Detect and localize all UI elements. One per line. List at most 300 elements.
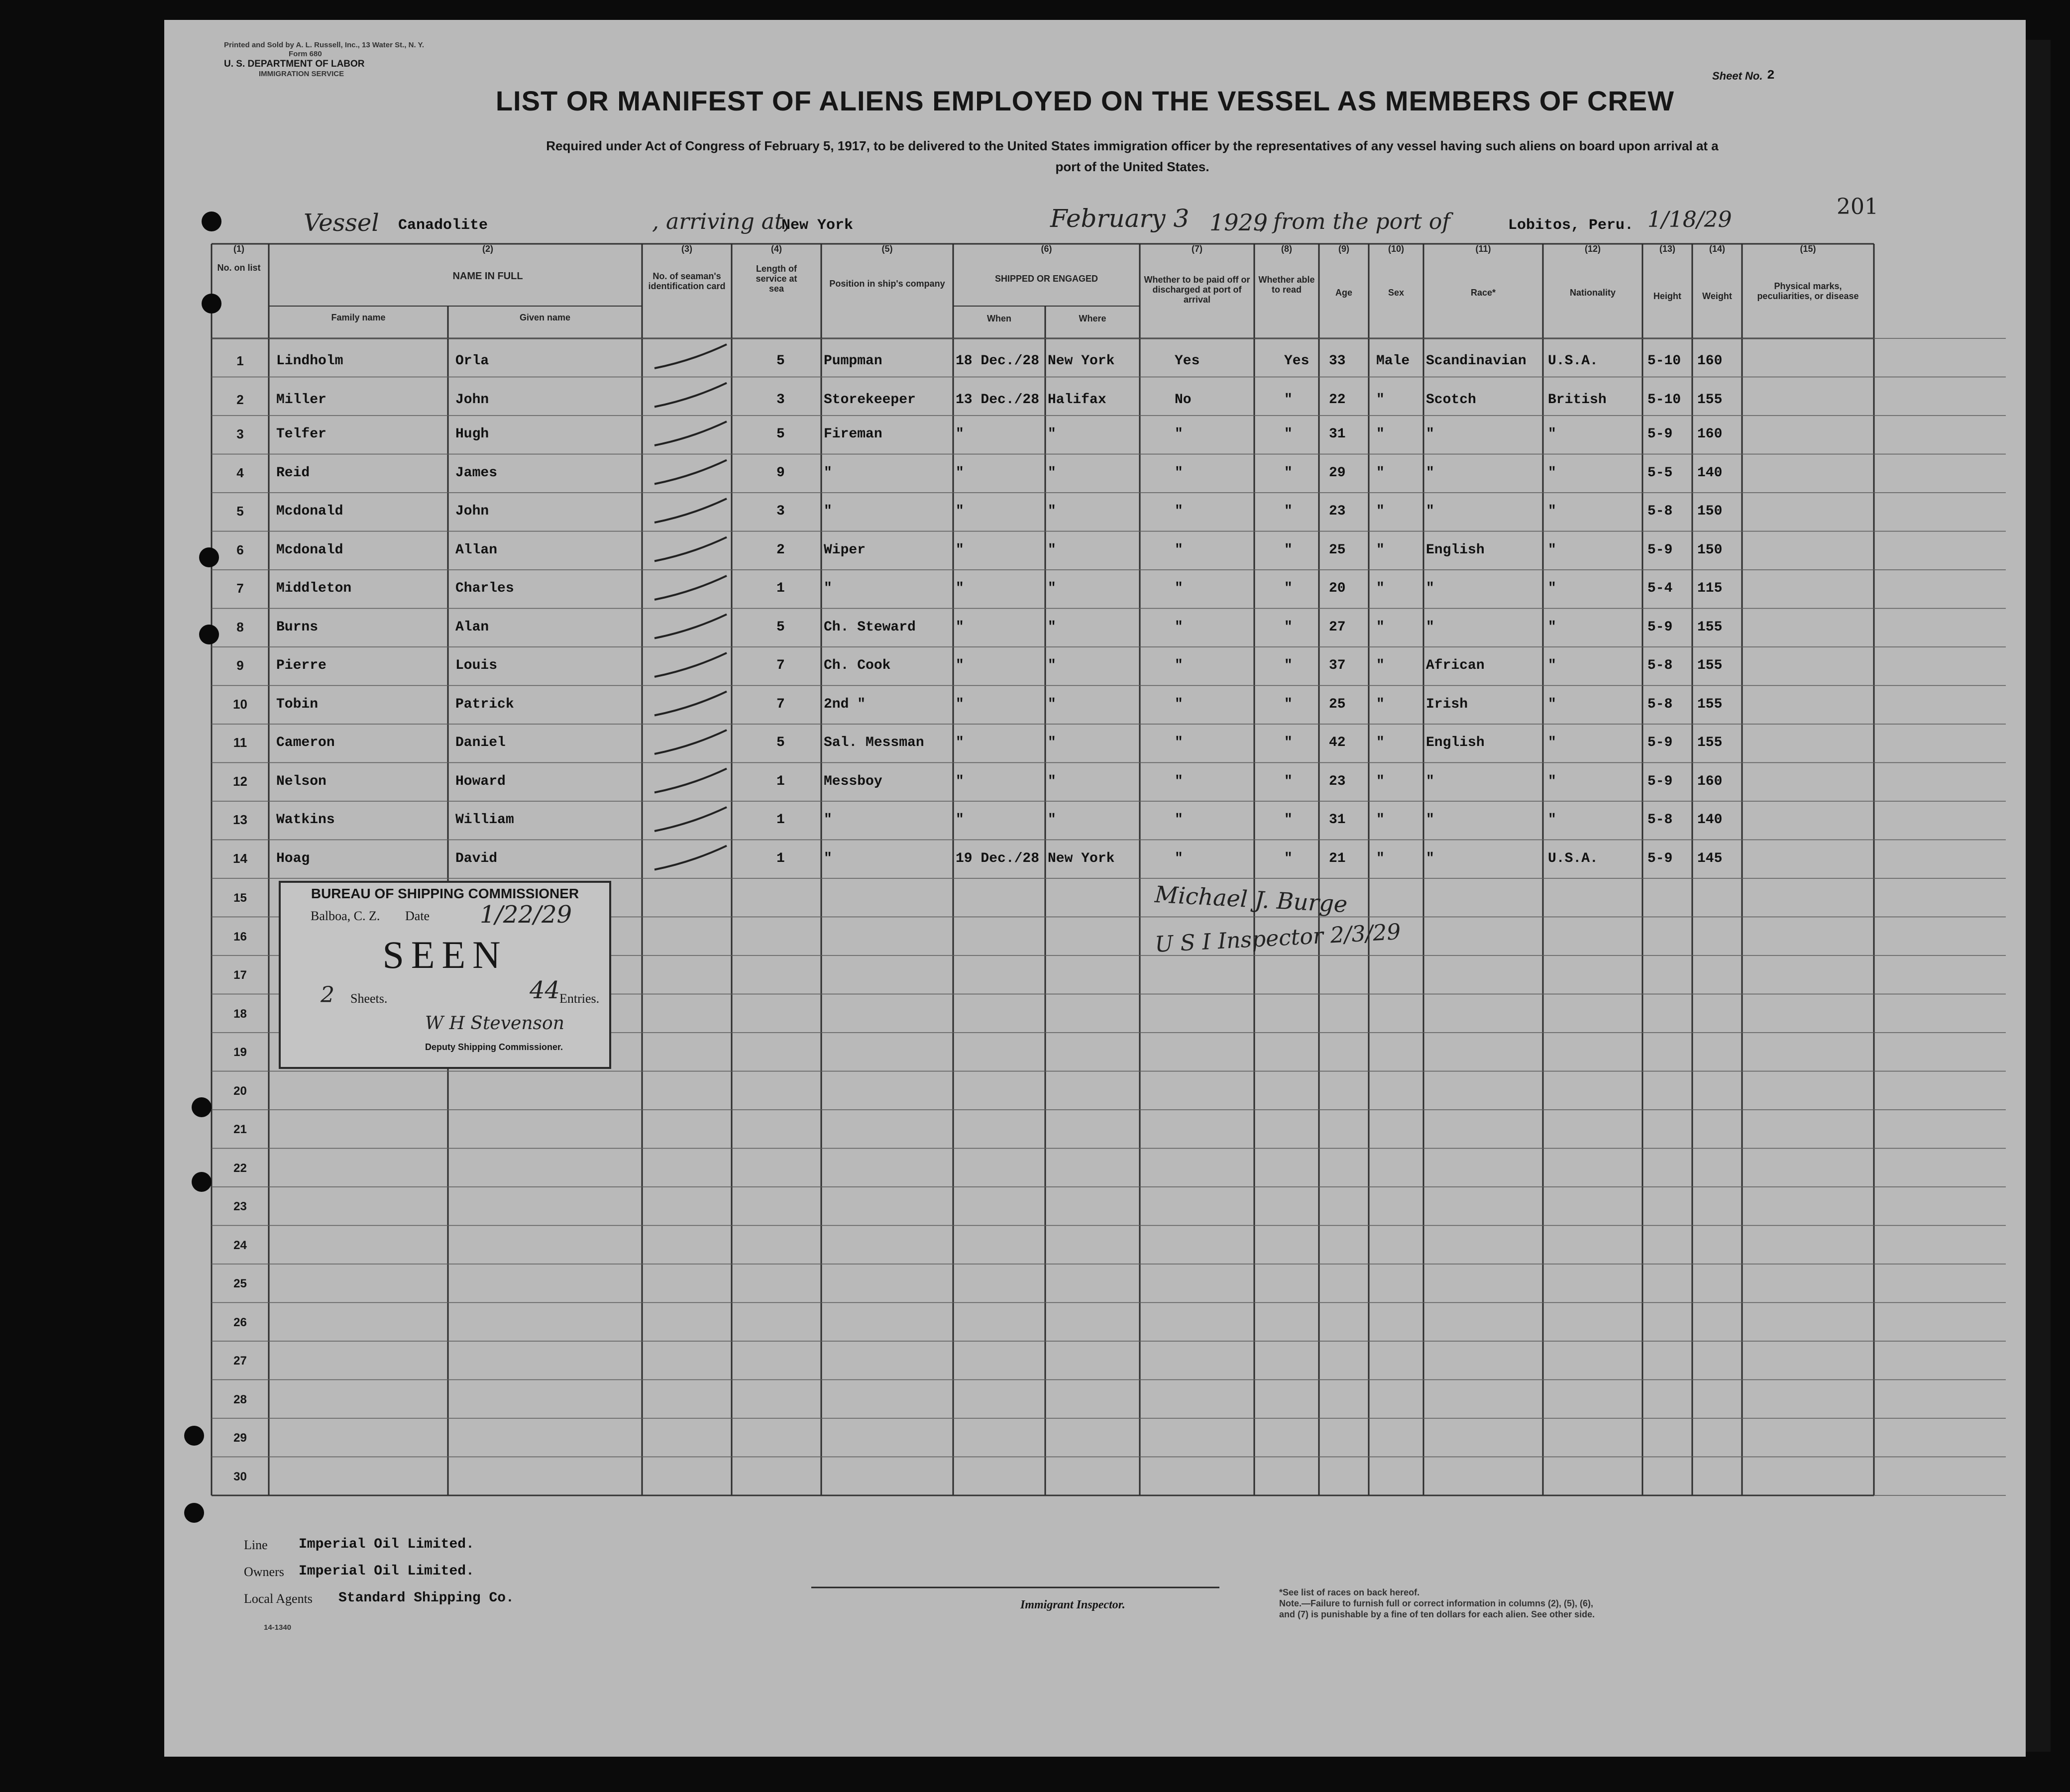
col12-header: Nationality [1569,288,1616,298]
col15-header: Physical marks, peculiarities, or disease [1757,281,1859,301]
race: " [1426,426,1434,442]
binder-hole [199,625,219,644]
shipped-where: " [1048,658,1056,673]
col6-where-header: Where [1079,314,1106,323]
stamp-sheets-label: Sheets. [350,991,388,1006]
card-strike-mark [654,615,727,638]
shipped-when: " [956,696,964,712]
able-to-read: " [1284,619,1293,635]
sex: Male [1376,353,1410,369]
card-strike-mark [654,807,727,831]
col9-header: Age [1335,288,1352,298]
family-name: Pierre [276,658,327,673]
height: 5-8 [1647,658,1673,673]
card-strike-mark [654,576,727,600]
service-length: 1 [776,850,785,866]
family-name: Mcdonald [276,542,343,558]
weight: 155 [1697,619,1723,635]
arriving-port: New York [781,217,854,234]
col4-number: (4) [771,244,782,254]
row-number: 17 [233,968,247,982]
sheet-number: 2 [1767,68,1775,83]
weight: 115 [1697,581,1723,596]
race: " [1426,773,1434,789]
footer-form-code: 14-1340 [264,1623,292,1632]
height: 5-9 [1647,426,1673,442]
stamp-seen: SEEN [382,933,508,976]
age: 22 [1329,392,1346,408]
row-number: 8 [236,619,244,634]
page-title: LIST OR MANIFEST OF ALIENS EMPLOYED ON THE VESSEL AS MEMBERS OF CREW [495,85,1675,116]
able-to-read: " [1284,773,1293,789]
stamp-title: BUREAU OF SHIPPING COMMISSIONER [311,886,579,901]
from-port: Lobitos, Peru. [1508,217,1634,234]
arrival-year: 1929 [1209,209,1268,236]
row-number: 24 [233,1238,247,1252]
paid-off: " [1175,850,1183,866]
weight: 155 [1697,392,1723,408]
paid-off: " [1175,773,1183,789]
col4-header: Length of service at sea [756,264,797,294]
col12-number: (12) [1584,244,1601,254]
row-number: 14 [233,850,247,866]
race: " [1426,812,1434,828]
able-to-read: " [1284,504,1293,519]
height: 5-8 [1647,812,1673,828]
family-name: Lindholm [276,353,343,369]
able-to-read: " [1284,392,1293,408]
service-length: 7 [776,658,785,673]
stamp-officer-label: Deputy Shipping Commissioner. [425,1042,563,1052]
vessel-name: Canadolite [398,217,488,234]
row-number: 15 [233,891,247,905]
card-strike-mark [654,692,727,716]
height: 5-9 [1647,542,1673,558]
shipped-when: " [956,619,964,635]
weight: 160 [1697,773,1723,789]
age: 42 [1329,735,1346,750]
row-number: 19 [233,1046,247,1059]
sex: " [1376,850,1385,866]
weight: 145 [1697,850,1723,866]
age: 33 [1329,353,1346,369]
nationality: " [1548,504,1556,519]
age: 31 [1329,812,1346,828]
age: 23 [1329,773,1346,789]
sex: " [1376,735,1385,750]
nationality: " [1548,619,1556,635]
nationality: U.S.A. [1548,353,1598,369]
immigrant-inspector-label: Immigrant Inspector. [1020,1598,1125,1611]
given-name: David [455,850,498,866]
printer-line: Printed and Sold by A. L. Russell, Inc., 13 Water St., N. Y. [224,41,425,49]
given-name: Howard [455,773,506,789]
col5-number: (5) [881,244,893,254]
binder-hole [192,1097,212,1117]
able-to-read: " [1284,426,1293,442]
given-name: Louis [455,658,498,673]
weight: 155 [1697,735,1723,750]
binder-hole [184,1503,204,1523]
family-name: Miller [276,392,327,408]
height: 5-4 [1647,581,1673,596]
weight: 140 [1697,812,1723,828]
service-length: 3 [776,392,785,408]
paid-off: " [1175,426,1183,442]
sex: " [1376,658,1385,673]
paid-off: " [1175,658,1183,673]
card-strike-mark [654,499,727,523]
service-length: 5 [776,353,785,369]
race: Scandinavian [1426,353,1526,369]
row-number: 23 [233,1200,247,1213]
footer-note-2: Note.—Failure to furnish full or correct information in columns (2), (5), (6), [1279,1598,1594,1608]
shipped-where: " [1048,619,1056,635]
stamp-signature: W H Stevenson [425,1013,564,1034]
shipped-where: " [1048,504,1056,519]
position: Storekeeper [824,392,916,408]
family-name: Burns [276,619,319,635]
height: 5-9 [1647,850,1673,866]
paid-off: " [1175,812,1183,828]
col3-number: (3) [681,244,692,254]
stamp-sheets-value: 2 [321,982,334,1008]
row-number: 27 [233,1354,247,1368]
given-name: Alan [455,619,489,635]
height: 5-8 [1647,504,1673,519]
position: Ch. Cook [824,658,891,673]
row-number: 7 [236,581,244,596]
shipped-where: Halifax [1048,392,1106,408]
page-number: 201 [1837,194,1878,219]
age: 23 [1329,504,1346,519]
height: 5-9 [1647,773,1673,789]
service-length: 5 [776,619,785,635]
row-number: 21 [233,1123,247,1136]
weight: 140 [1697,465,1723,481]
height: 5-5 [1647,465,1673,481]
col10-number: (10) [1388,244,1404,254]
binder-hole [192,1172,212,1192]
position: Fireman [824,426,882,442]
col6-header: SHIPPED OR ENGAGED [994,274,1098,284]
col14-header: Weight [1702,291,1732,301]
department: U. S. DEPARTMENT OF LABOR [224,59,365,69]
sex: " [1376,696,1385,712]
card-strike-mark [654,769,727,793]
position: Sal. Messman [824,735,924,750]
height: 5-9 [1647,735,1673,750]
stamp-entries-value: 44 [530,976,560,1004]
service-length: 2 [776,542,785,558]
able-to-read: Yes [1284,353,1309,369]
card-strike-mark [654,730,727,754]
position: " [824,465,832,481]
row-number: 5 [236,504,244,519]
service-length: 1 [776,773,785,789]
race: " [1426,504,1434,519]
footer-agents-value: Standard Shipping Co. [338,1590,514,1606]
given-name: Patrick [455,696,514,712]
col11-number: (11) [1475,244,1491,254]
paid-off: " [1175,619,1183,635]
age: 20 [1329,581,1346,596]
given-name: James [455,465,498,481]
able-to-read: " [1284,465,1293,481]
nationality: " [1548,812,1556,828]
col8-header: Whether able to read [1258,275,1315,295]
able-to-read: " [1284,696,1293,712]
binder-hole [202,294,221,314]
sex: " [1376,773,1385,789]
service-length: 5 [776,735,785,750]
row-number: 1 [236,353,244,368]
from-port-label: , from the port of [1259,209,1450,234]
nationality: " [1548,465,1556,481]
nationality: " [1548,581,1556,596]
row-number: 2 [236,392,244,407]
sex: " [1376,426,1385,442]
shipped-when: " [956,658,964,673]
col14-number: (14) [1709,244,1725,254]
paid-off: Yes [1175,353,1200,369]
paid-off: " [1175,581,1183,596]
col1-header: No. on list [217,263,261,273]
subtitle-line-1: Required under Act of Congress of February 5, 1917, to be delivered to the United States immigration officer by the representatives of any vessel having such aliens on board upon arrival at a [546,138,1719,153]
race: " [1426,850,1434,866]
height: 5-8 [1647,696,1673,712]
row-number: 16 [233,930,247,944]
row-number: 6 [236,542,244,557]
card-strike-mark [654,653,727,677]
age: 25 [1329,542,1346,558]
sex: " [1376,581,1385,596]
position: Wiper [824,542,866,558]
race: " [1426,619,1434,635]
weight: 155 [1697,658,1723,673]
col15-number: (15) [1800,244,1816,254]
col1-number: (1) [233,244,244,254]
age: 31 [1329,426,1346,442]
position: " [824,504,832,519]
given-name: Allan [455,542,498,558]
footer-note-1: *See list of races on back hereof. [1279,1587,1420,1597]
col11-header: Race* [1470,288,1496,298]
given-name: Orla [455,353,489,369]
col7-header: Whether to be paid off or discharged at port of arrival [1144,275,1250,305]
row-number: 25 [233,1277,247,1290]
paid-off: " [1175,504,1183,519]
family-name: Middleton [276,581,352,596]
shipped-where: " [1048,581,1056,596]
footer-owners-label: Owners [244,1565,284,1579]
form-number: Form 680 [289,50,322,58]
sex: " [1376,504,1385,519]
row-number: 10 [233,696,247,712]
sex: " [1376,619,1385,635]
vessel-label: Vessel [304,209,379,237]
col13-number: (13) [1659,244,1675,254]
shipped-where: " [1048,465,1056,481]
paid-off: No [1175,392,1192,408]
shipped-where: " [1048,735,1056,750]
shipping-commissioner-stamp [279,881,611,1069]
stamp-location: Balboa, C. Z. [311,909,380,923]
service-length: 7 [776,696,785,712]
position: " [824,581,832,596]
race: African [1426,658,1485,673]
col6-number: (6) [1041,244,1052,254]
row-number: 13 [233,812,247,827]
height: 5-9 [1647,619,1673,635]
manifest-sheet [164,20,2026,1757]
row-number: 18 [233,1007,247,1021]
given-name: Charles [455,581,514,596]
stamp-date: 1/22/29 [480,901,572,929]
nationality: " [1548,773,1556,789]
able-to-read: " [1284,542,1293,558]
height: 5-10 [1647,353,1681,369]
row-number: 22 [233,1161,247,1175]
sex: " [1376,812,1385,828]
binder-hole [184,1426,204,1446]
service: IMMIGRATION SERVICE [259,70,344,78]
inspector-note: U S I Inspector 2/3/29 [1154,919,1402,957]
shipped-where: " [1048,812,1056,828]
race: Irish [1426,696,1468,712]
arrival-date: February 3 [1050,204,1190,233]
row-number: 29 [233,1431,247,1445]
shipped-where: " [1048,426,1056,442]
position: " [824,812,832,828]
family-name: Cameron [276,735,335,750]
shipped-when: 19 Dec./28 [956,850,1040,866]
family-name: Nelson [276,773,327,789]
nationality: U.S.A. [1548,850,1598,866]
nationality: " [1548,658,1556,673]
shipped-where: New York [1048,850,1115,866]
col2-family-header: Family name [331,313,386,322]
race: " [1426,581,1434,596]
race: Scotch [1426,392,1476,408]
age: 37 [1329,658,1346,673]
family-name: Hoag [276,850,310,866]
col2-number: (2) [482,244,493,254]
shipped-when: " [956,542,964,558]
row-number: 28 [233,1392,247,1406]
paid-off: " [1175,696,1183,712]
binder-hole [202,211,221,231]
shipped-when: 18 Dec./28 [956,353,1040,369]
card-strike-mark [654,537,727,561]
service-length: 3 [776,504,785,519]
service-length: 5 [776,426,785,442]
col8-number: (8) [1281,244,1292,254]
height: 5-10 [1647,392,1681,408]
shipped-where: New York [1048,353,1115,369]
footer-line-label: Line [244,1538,268,1552]
nationality: British [1548,392,1607,408]
row-number: 30 [233,1470,247,1483]
footer-owners-value: Imperial Oil Limited. [299,1564,474,1579]
stamp-date-label: Date [405,909,430,923]
col3-header: No. of seaman's identification card [648,271,726,291]
age: 29 [1329,465,1346,481]
col9-number: (9) [1338,244,1349,254]
age: 25 [1329,696,1346,712]
shipped-when: " [956,465,964,481]
col2-header: NAME IN FULL [452,271,523,282]
card-strike-mark [654,383,727,407]
nationality: " [1548,696,1556,712]
service-length: 9 [776,465,785,481]
row-number: 11 [233,735,247,750]
row-number: 4 [236,465,244,480]
position: " [824,850,832,866]
family-name: Mcdonald [276,504,343,519]
card-strike-mark [654,344,727,368]
paid-off: " [1175,465,1183,481]
able-to-read: " [1284,581,1293,596]
given-name: John [455,504,489,519]
weight: 150 [1697,542,1723,558]
sex: " [1376,542,1385,558]
footer-agents-label: Local Agents [244,1591,313,1606]
shipped-when: " [956,581,964,596]
card-strike-mark [654,846,727,870]
shipped-where: " [1048,696,1056,712]
arriving-label: , arriving at, [652,209,790,234]
position: Ch. Steward [824,619,916,635]
departure-date: 1/18/29 [1647,207,1732,232]
given-name: William [455,812,514,828]
stamp-entries-label: Entries. [559,991,600,1006]
race: " [1426,465,1434,481]
card-strike-mark [654,460,727,484]
age: 27 [1329,619,1346,635]
col2-given-header: Given name [519,313,571,322]
shipped-when: " [956,504,964,519]
shipped-when: " [956,812,964,828]
able-to-read: " [1284,812,1293,828]
race: English [1426,542,1485,558]
shipped-when: " [956,773,964,789]
row-number: 9 [236,658,244,673]
card-strike-mark [654,422,727,445]
weight: 155 [1697,696,1723,712]
nationality: " [1548,542,1556,558]
row-number: 20 [233,1084,247,1098]
race: English [1426,735,1485,750]
position: Pumpman [824,353,882,369]
nationality: " [1548,426,1556,442]
position: 2nd " [824,696,866,712]
col13-header: Height [1653,291,1681,301]
able-to-read: " [1284,735,1293,750]
footer-note-3: and (7) is punishable by a fine of ten dollars for each alien. See other side. [1279,1609,1595,1619]
service-length: 1 [776,812,785,828]
nationality: " [1548,735,1556,750]
col7-number: (7) [1192,244,1202,254]
binder-hole [199,547,219,567]
service-length: 1 [776,581,785,596]
weight: 160 [1697,426,1723,442]
row-number: 26 [233,1315,247,1329]
col5-header: Position in ship's company [829,279,945,289]
family-name: Watkins [276,812,335,828]
shipped-where: " [1048,773,1056,789]
paid-off: " [1175,542,1183,558]
